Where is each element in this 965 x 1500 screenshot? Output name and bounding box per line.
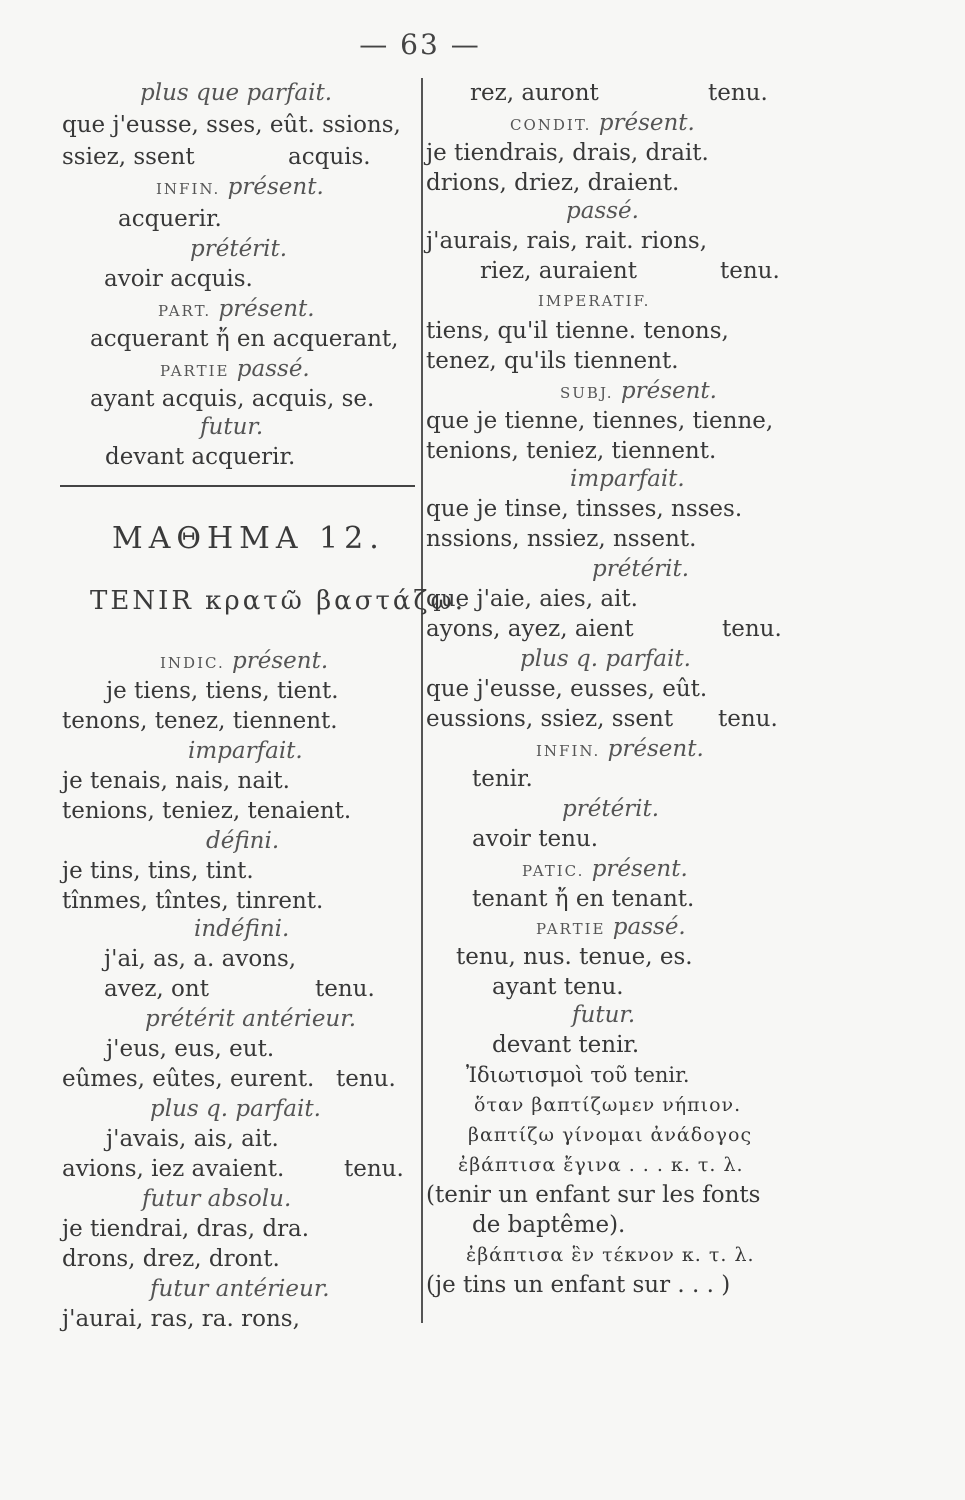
- left-line: devant acquerir.: [105, 444, 296, 470]
- left-line: drons, drez, dront.: [62, 1246, 280, 1272]
- left-line: futur absolu.: [142, 1186, 292, 1212]
- page-number: — 63 —: [359, 28, 481, 61]
- section-divider: [60, 485, 415, 487]
- right-heading: PARTIE passé.: [536, 914, 686, 940]
- right-line: nssions, nssiez, nssent.: [426, 526, 697, 552]
- left-line: j'avais, ais, ait.: [106, 1126, 279, 1152]
- left-line: plus q. parfait.: [150, 1096, 321, 1122]
- right-line: je tiendrais, drais, drait.: [426, 140, 709, 166]
- right-line: tenu, nus. tenue, es.: [456, 944, 693, 970]
- left-heading: INDIC. présent.: [160, 648, 329, 674]
- greek-line: βαπτίζω γίνομαι ἀνάδογος: [468, 1124, 753, 1146]
- left-line: indéfini.: [194, 916, 290, 942]
- left-line: tenons, tenez, tiennent.: [62, 708, 338, 734]
- right-line: tenez, qu'ils tiennent.: [426, 348, 679, 374]
- left-heading: PART. présent.: [158, 296, 315, 322]
- right-line: devant tenir.: [492, 1032, 640, 1058]
- right-line: tenir.: [472, 766, 533, 792]
- right-tenu: tenu.: [720, 258, 780, 284]
- right-tenu: tenu.: [708, 80, 768, 106]
- right-tenu: tenu.: [722, 616, 782, 642]
- left-line: je tins, tins, tint.: [62, 858, 254, 884]
- left-tenu: tenu.: [344, 1156, 404, 1182]
- left-line: acquerir.: [118, 206, 222, 232]
- right-line: de baptême).: [472, 1212, 626, 1238]
- greek-line: ἐβάπτισα ἔγινα . . . κ. τ. λ.: [458, 1154, 744, 1176]
- right-line: que je tienne, tiennes, tienne,: [426, 408, 774, 434]
- right-line: que j'eusse, eusses, eût.: [426, 676, 708, 702]
- right-tenu: tenu.: [718, 706, 778, 732]
- left-line: j'eus, eus, eut.: [106, 1036, 275, 1062]
- left-line: plus que parfait.: [140, 80, 333, 106]
- right-line: imparfait.: [570, 466, 685, 492]
- verb-title: TENIR κρατῶ βαστάζω.: [90, 586, 466, 616]
- left-line: prétérit antérieur.: [145, 1006, 357, 1032]
- right-line: ayons, ayez, aient: [426, 616, 634, 642]
- right-heading: PATIC. présent.: [522, 856, 688, 882]
- left-line: je tiendrai, dras, dra.: [62, 1216, 310, 1242]
- left-heading: PARTIE passé.: [160, 356, 310, 382]
- left-line: tînmes, tîntes, tinrent.: [62, 888, 324, 914]
- right-line: riez, auraient: [480, 258, 637, 284]
- right-line: prétérit.: [562, 796, 660, 822]
- left-line: imparfait.: [188, 738, 303, 764]
- greek-line: ὅταν βαπτίζωμεν νήπιον.: [474, 1094, 742, 1116]
- right-line: tenant ἤ en tenant.: [472, 886, 695, 912]
- right-line: prétérit.: [592, 556, 690, 582]
- right-line: j'aurais, rais, rait. rions,: [426, 228, 708, 254]
- left-line: avez, ont: [104, 976, 209, 1002]
- left-line: prétérit.: [190, 236, 288, 262]
- left-line: futur.: [200, 414, 264, 440]
- left-line: je tenais, nais, nait.: [62, 768, 290, 794]
- left-line: tenions, teniez, tenaient.: [62, 798, 352, 824]
- lesson-title: ΜΑΘΗΜΑ 12.: [112, 521, 385, 556]
- left-line: eûmes, eûtes, eurent.: [62, 1066, 315, 1092]
- left-line: ayant acquis, acquis, se.: [90, 386, 375, 412]
- right-line: futur.: [572, 1002, 636, 1028]
- left-line: j'aurai, ras, ra. rons,: [62, 1306, 300, 1332]
- right-line: (tenir un enfant sur les fonts: [426, 1182, 761, 1208]
- left-line: avions, iez avaient.: [62, 1156, 285, 1182]
- column-divider: [421, 78, 423, 1323]
- left-heading: INFIN. présent.: [156, 174, 324, 200]
- left-tenu: tenu.: [336, 1066, 396, 1092]
- left-line: ssiez, ssent: [62, 144, 195, 170]
- left-line: futur antérieur.: [150, 1276, 330, 1302]
- right-line: (je tins un enfant sur . . . ): [426, 1272, 731, 1298]
- right-heading: INFIN. présent.: [536, 736, 704, 762]
- right-line: avoir tenu.: [472, 826, 599, 852]
- left-line: acquerant ἤ en acquerant,: [90, 326, 399, 352]
- right-line: eussions, ssiez, ssent: [426, 706, 674, 732]
- right-line: tenions, teniez, tiennent.: [426, 438, 717, 464]
- left-line: défini.: [206, 828, 280, 854]
- idioms-heading: Ἰδιωτισμοὶ τοῦ tenir.: [466, 1063, 690, 1087]
- left-tenu: tenu.: [315, 976, 375, 1002]
- left-line: je tiens, tiens, tient.: [106, 678, 339, 704]
- right-heading: CONDIT. présent.: [510, 110, 695, 136]
- right-line: ayant tenu.: [492, 974, 624, 1000]
- right-heading: IMPERATIF.: [538, 292, 651, 310]
- right-line: plus q. parfait.: [520, 646, 691, 672]
- left-line: que j'eusse, sses, eût. ssions,: [62, 112, 401, 138]
- left-line: j'ai, as, a. avons,: [104, 946, 297, 972]
- left-line: avoir acquis.: [104, 266, 253, 292]
- right-heading: SUBJ. présent.: [560, 378, 717, 404]
- greek-line: ἐβάπτισα ἓν τέκνον κ. τ. λ.: [466, 1244, 755, 1266]
- right-line: rez, auront: [470, 80, 599, 106]
- right-line: drions, driez, draient.: [426, 170, 680, 196]
- right-line: que je tinse, tinsses, nsses.: [426, 496, 743, 522]
- left-acquis: acquis.: [288, 144, 371, 170]
- right-line: tiens, qu'il tienne. tenons,: [426, 318, 729, 344]
- right-line: que j'aie, aies, ait.: [426, 586, 638, 612]
- right-line: passé.: [566, 198, 639, 224]
